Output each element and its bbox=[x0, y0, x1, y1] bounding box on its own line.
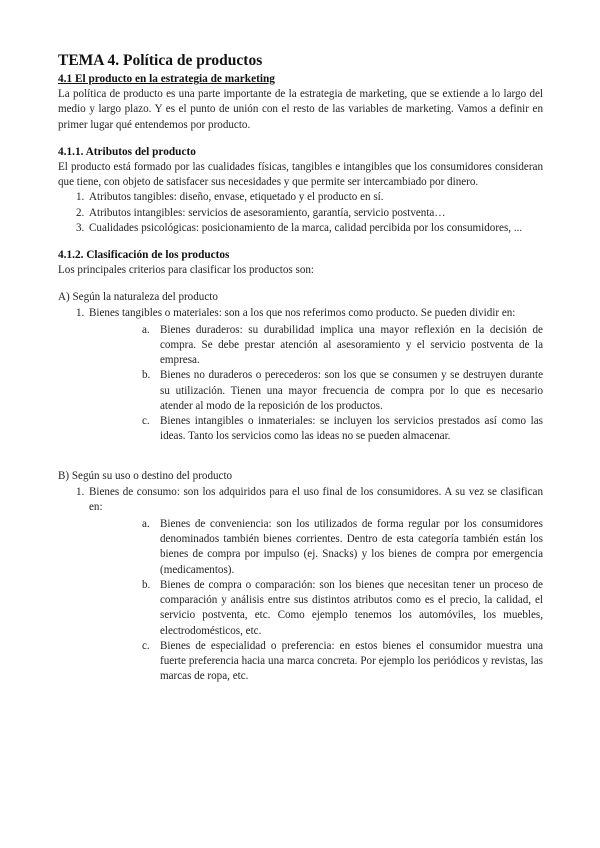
list-item-text: Atributos tangibles: diseño, envase, etiquetado y el producto en sí. bbox=[89, 191, 384, 204]
sublist-marker: c. bbox=[142, 415, 150, 428]
document-title: TEMA 4. Política de productos bbox=[58, 52, 263, 69]
sublist-marker: b. bbox=[142, 578, 151, 591]
sublist-item-text: Bienes de especialidad o preferencia: en estos bienes el consumidor muestra una fuerte preferencia hacia una marca concreta. Por ejemplo los periódicos y revistas, las marcas de ropa, etc. bbox=[160, 639, 543, 683]
attributes-list bbox=[58, 190, 543, 236]
group-b-sublist bbox=[89, 517, 543, 684]
section-4-1-1-heading: 4.1.1. Atributos del producto bbox=[58, 145, 196, 158]
sublist-marker: a. bbox=[142, 323, 150, 336]
sublist-item bbox=[89, 414, 543, 444]
sublist-item bbox=[89, 578, 543, 639]
list-marker: 1. bbox=[76, 191, 85, 204]
list-marker: 1. bbox=[76, 485, 85, 498]
sublist-item-text: Bienes duraderos: su durabilidad implica una mayor reflexión en la decisión de compra. Se debe prestar atención al asesoramiento y el servicio postventa de la empresa. bbox=[160, 323, 543, 367]
sublist-item-text: Bienes de compra o comparación: son los bienes que necesitan tener un proceso de comparación y análisis entre sus distintos atributos como es el precio, la calidad, el servicio postventa, etc. Como ejemplo tenemos los automóviles, los muebles, electrodomésticos, etc. bbox=[160, 578, 543, 637]
sublist-item bbox=[89, 323, 543, 369]
list-item-text: Bienes de consumo: son los adquiridos para el uso final de los consumidores. A su vez se clasifican en: bbox=[89, 485, 543, 513]
sublist-marker: b. bbox=[142, 369, 151, 382]
document-page bbox=[58, 52, 543, 684]
group-b-label: B) Según su uso o destino del producto bbox=[58, 470, 233, 483]
sublist-item-text: Bienes de conveniencia: son los utilizados de forma regular por los consumidores denominados también bienes corrientes. Dentro de esta categoría también están los bienes de compra por impulso (ej. Snacks) y los bienes de compra por emergencia (medicamentos). bbox=[160, 518, 543, 576]
section-4-1-1-paragraph: El producto está formado por las cualidades físicas, tangibles e intangibles que los consumidores consideran que tiene, con objeto de satisfacer sus necesidades y que permite ser intercambiado por dinero. bbox=[58, 161, 543, 189]
group-a-label: A) Según la naturaleza del producto bbox=[58, 291, 218, 304]
list-item bbox=[58, 206, 543, 221]
list-item-text: Bienes tangibles o materiales: son a los que nos referimos como producto. Se pueden dividir en: bbox=[89, 306, 516, 319]
list-item bbox=[58, 485, 543, 685]
sublist-item bbox=[89, 639, 543, 685]
section-4-1-2-heading: 4.1.2. Clasificación de los productos bbox=[58, 249, 230, 262]
sublist-marker: a. bbox=[142, 518, 150, 531]
sublist-item bbox=[89, 368, 543, 414]
list-item-text: Atributos intangibles: servicios de asesoramiento, garantía, servicio postventa… bbox=[89, 206, 446, 219]
list-item bbox=[58, 190, 543, 205]
section-4-1-paragraph: La política de producto es una parte importante de la estrategia de marketing, que se extiende a lo largo del medio y largo plazo. Y es el punto de unión con el resto de las variables de marketing. Vamos a definir en primer lugar qué entendemos por producto. bbox=[58, 88, 543, 131]
list-marker: 3. bbox=[76, 221, 85, 234]
list-marker: 1. bbox=[76, 306, 85, 319]
list-item-text: Cualidades psicológicas: posicionamiento de la marca, calidad percibida por los consumidores, ... bbox=[89, 221, 523, 234]
list-marker: 2. bbox=[76, 206, 85, 219]
group-a-list bbox=[58, 306, 543, 445]
group-a-sublist bbox=[89, 323, 543, 445]
section-4-1-heading: 4.1 El producto en la estrategia de marketing bbox=[58, 73, 275, 85]
section-4-1-2-intro: Los principales criterios para clasificar los productos son: bbox=[58, 264, 315, 277]
sublist-item-text: Bienes no duraderos o perecederos: son los que se consumen y se destruyen durante su utilización. Tienen una mayor frecuencia de compra por lo que es necesario atender al modo de la reposición de los productos. bbox=[160, 369, 543, 412]
sublist-item-text: Bienes intangibles o inmateriales: se incluyen los servicios prestados así como las ideas. Tanto los servicios como las ideas no se pueden almacenar. bbox=[160, 415, 543, 443]
list-item bbox=[58, 221, 543, 236]
list-item bbox=[58, 306, 543, 445]
sublist-marker: c. bbox=[142, 639, 150, 652]
group-b-list bbox=[58, 485, 543, 685]
sublist-item bbox=[89, 517, 543, 578]
